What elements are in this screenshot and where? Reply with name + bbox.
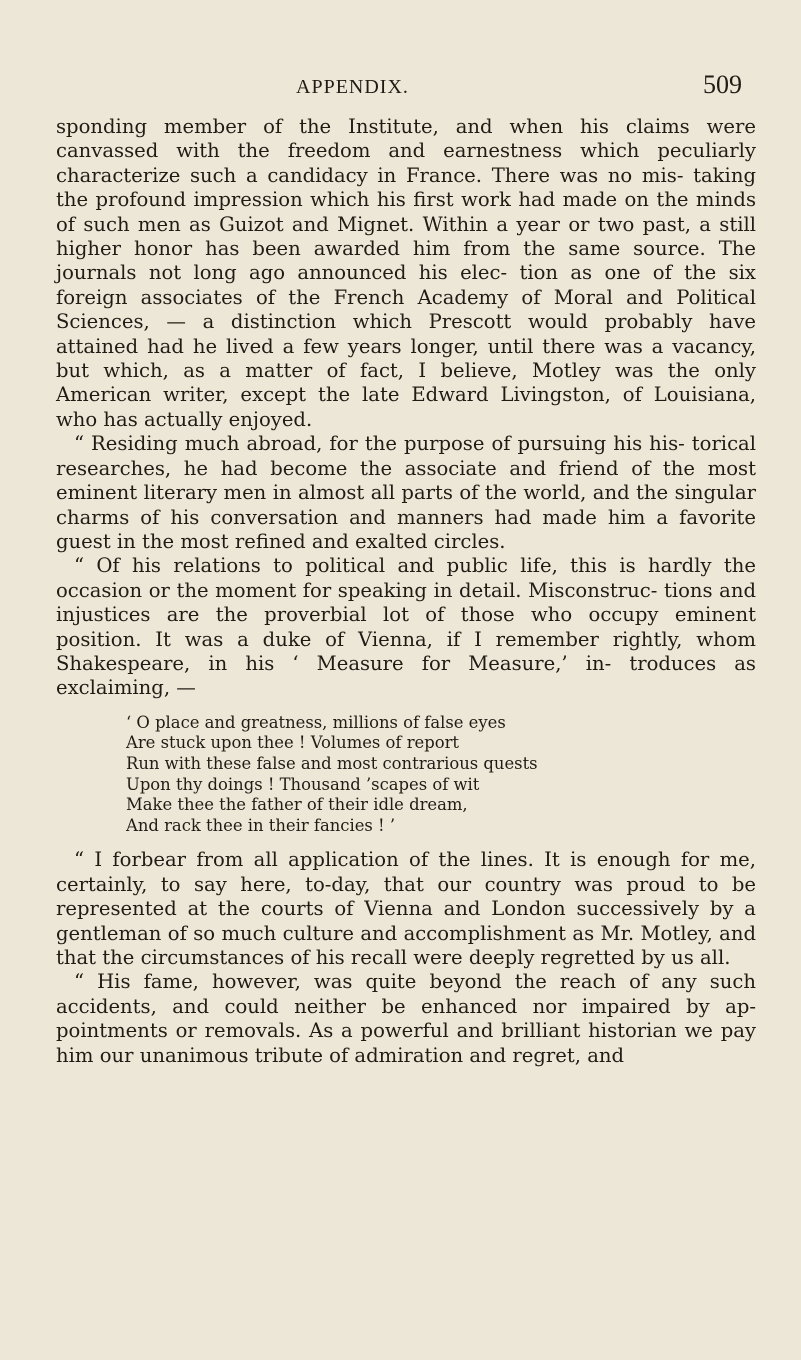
running-head-title: APPENDIX. [296,76,409,98]
paragraph: “ Residing much abroad, for the purpose of pursuing his his- torical researches, he had become the associate and friend of the most eminent literary men in almost all parts of the world, and the singular charms of his conversation and manners had made him a favorite guest in the most refined and exalted circles. [56,432,756,553]
paragraph: sponding member of the Institute, and when his claims were canvassed with the freedom and earnestness which peculiarly characterize such a candidacy in France. There was no mis- taking the profound impression which his first work had made on the minds of such men as Guizot and Mignet. Within a year or two past, a still higher honor has been awarded him from the same source. The journals not long ago announced his elec- tion as one of the six foreign associates of the French Academy of Moral and Political Sciences, — a distinction which Prescott would probably have attained had he lived a few years longer, until there was a vacancy, but which, as a matter of fact, I believe, Motley was the only American writer, except the late Edward Livingston, of Louisiana, who has actually enjoyed. [56,115,756,431]
verse-quotation [126,713,756,837]
paragraph: “ Of his relations to political and public life, this is hardly the occasion or the moment for speaking in detail. Misconstruc- tions and injustices are the proverbial lot of those who occupy eminent position. It was a duke of Vienna, if I remember rightly, whom Shakespeare, in his ‘ Measure for Measure,’ in- troduces as exclaiming, — [56,554,756,700]
verse-line: Make thee the father of their idle dream, [126,795,468,815]
verse-line: Are stuck upon thee ! Volumes of report [126,733,460,753]
verse-line: Upon thy doings ! Thousand ’scapes of wit [126,774,480,794]
verse-line: ‘ O place and greatness, millions of false eyes [126,712,506,732]
page-number: 509 [703,70,742,99]
verse-line: And rack thee in their fancies ! ’ [126,815,396,835]
body-text [56,115,756,1068]
paragraph: “ His fame, however, was quite beyond the reach of any such accidents, and could neither be enhanced nor impaired by ap- pointments or removals. As a powerful and brilliant historian we pay him our unanimous tribute of admiration and regret, and [56,970,756,1067]
running-head [0,70,801,106]
paragraph: “ I forbear from all application of the lines. It is enough for me, certainly, to say here, to-day, that our country was proud to be represented at the courts of Vienna and London successively by a gentleman of so much culture and accomplishment as Mr. Motley, and that the circumstances of his recall were deeply regretted by us all. [56,848,756,969]
verse-line: Run with these false and most contrarious quests [126,753,538,773]
